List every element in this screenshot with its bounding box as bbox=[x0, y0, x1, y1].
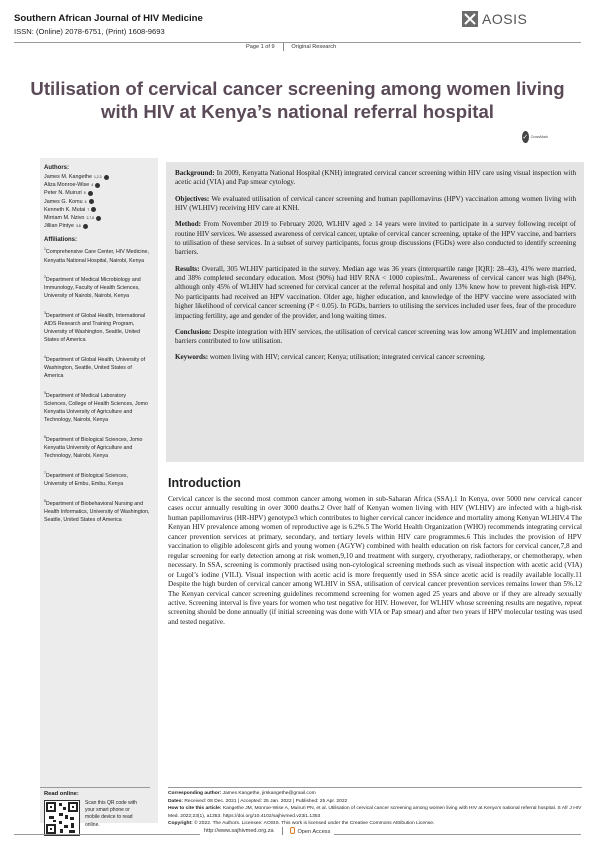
abstract-section-label: Objectives: bbox=[175, 194, 210, 203]
author-name: Mirriam M. Nzivo bbox=[44, 215, 85, 222]
author-affiliation-ref: 1,2,3 bbox=[93, 175, 102, 179]
abstract-section-text: From November 2019 to February 2020, WLHIV aged ≥ 14 years were invited to participate in a survey following receipt of routine HIV services. We assessed awareness of cervical cancer, uptake of cervical cancer screening, uptake of the HPV vaccine, and barriers to utilisation of these services. In a subset of survey participants, focus group discussions (FGDs) were also conducted to identify screening barriers. bbox=[175, 220, 576, 257]
abstract-section bbox=[175, 353, 576, 362]
author-entry[interactable] bbox=[44, 173, 150, 181]
article-section: Original Research bbox=[291, 44, 337, 50]
affiliation-number: 8 bbox=[44, 498, 46, 503]
sidebar bbox=[40, 158, 158, 828]
page-info bbox=[246, 43, 336, 51]
qr-code-icon[interactable] bbox=[44, 800, 80, 836]
abstract-section-label: Conclusion: bbox=[175, 327, 212, 336]
affiliation-number: 2 bbox=[44, 275, 46, 280]
abstract-section bbox=[175, 265, 576, 321]
affiliation-number: 7 bbox=[44, 470, 46, 475]
orcid-icon[interactable] bbox=[83, 224, 88, 229]
introduction-body: Cervical cancer is the second most common cancer among women in sub-Saharan Africa (SSA).1 In Kenya, over 5000 new cervical cancer cases occur annually resulting in over 3000 deaths.2 Over half of Kenyan women living with HIV (WLHIV) are infected with a high-risk human papillomavirus (HR-HPV) genotype3 which contributes to higher cervical cancer incidence and mortality among Kenyan WLHIV.4 The Kenyan HIV prevalence among women of reproductive age is 6.2%.5 The World Health Organization (WHO) recommends integrating cervical cancer prevention services at primary, secondary, and tertiary levels within HIV care programmes.6 This includes the provision of HPV vaccination to eligible adolescent girls and young women (AGYW) combined with health education on risk factors for cervical cancer,7,8 and regular screening for early detection among at risk women,9,10 and treatment with surgery, cryotherapy, radiotherapy, or chemotherapy, when necessary. In SSA, screening is commonly practised using non-cytological screening methods such as visual inspection with acetic acid (VIA) or Lugol’s iodine (VILI). Visual inspection with acetic acid is more frequently used in SSA since acetic acid is readily available locally.11 Despite the high burden of cervical cancer among WLHIV in SSA, utilisation of cervical cancer prevention services remains lower than 5%.12 The Kenyan cervical cancer screening guidelines recommend screening for women aged 25 years and above or if they are already sexually active. Screening interval is five years for women who test negative for HIV. However, for WLHIV whose screening results are negative, repeat screening should be done annually (if initial screening was done with VIA or Pap smear) and after two years if HPV molecular testing was used and tested negative. bbox=[168, 495, 582, 626]
author-name: Peter N. Muiruri bbox=[44, 190, 82, 197]
orcid-icon[interactable] bbox=[95, 183, 100, 188]
orcid-icon[interactable] bbox=[89, 199, 94, 204]
orcid-icon[interactable] bbox=[91, 207, 96, 212]
author-name: Kenneth K. Mutai bbox=[44, 206, 86, 213]
author-affiliation-ref: 5 bbox=[83, 191, 86, 196]
orcid-icon[interactable] bbox=[88, 191, 93, 196]
authors-heading: Authors: bbox=[44, 165, 69, 171]
citation: How to cite this article: Kangethe JM, Monroe-Wise A, Muiruri PN, et al. Utilisation of cervical cancer screening among women living with HIV at Kenya’s national referral hospital. S Afr J HIV Med. 2022;23(1), a1353. https://doi.org/10.4102/sajhivmed.v23i1.1353 bbox=[168, 806, 582, 819]
author-affiliation-ref: 7 bbox=[87, 207, 90, 212]
affiliation-number: 5 bbox=[44, 390, 46, 395]
author-affiliation-ref: 2,7,8 bbox=[86, 216, 94, 221]
footer bbox=[200, 827, 334, 835]
affiliation-list bbox=[44, 245, 150, 523]
author-entry[interactable] bbox=[44, 214, 150, 222]
read-online-instructions: Scan this QR code with your smart phone or mobile device to read online. bbox=[85, 800, 137, 828]
article-meta bbox=[168, 787, 582, 828]
author-entry[interactable] bbox=[44, 198, 150, 206]
crossmark-label: CrossMark bbox=[530, 135, 548, 139]
abstract-section bbox=[175, 169, 576, 188]
publisher-logo[interactable] bbox=[462, 11, 527, 27]
affiliation-text: Comprehensive Care Center, HIV Medicine, Kenyatta National Hospital, Nairobi, Kenya bbox=[44, 249, 149, 264]
orcid-icon[interactable] bbox=[96, 216, 101, 221]
author-list bbox=[44, 173, 150, 230]
affiliation-text: Department of Global Health, University of Washington, Seattle, United States of America bbox=[44, 357, 146, 380]
affiliation-text: Department of Medical Microbiology and Immunology, Faculty of Health Sciences, University of Nairobi, Nairobi, Kenya bbox=[44, 277, 141, 300]
affiliation-entry bbox=[44, 469, 150, 488]
publisher-name: AOSIS bbox=[482, 11, 528, 27]
journal-url-link[interactable]: http://www.sajhivmed.org.za bbox=[204, 828, 274, 834]
affiliation-entry bbox=[44, 497, 150, 524]
abstract-section-text: Despite integration with HIV services, the utilisation of cervical cancer screening was low among WLHIV and implementation barriers contributed to low utilisation. bbox=[175, 327, 576, 346]
abstract-section-label: Results: bbox=[175, 264, 200, 273]
footer-divider bbox=[282, 827, 283, 835]
affiliation-text: Department of Biological Sciences, Jomo Kenyatta University of Agriculture and Technology, Nairobi, Kenya bbox=[44, 436, 143, 460]
abstract-section-text: We evaluated utilisation of cervical cancer screening and human papillomavirus (HPV) vaccination among women living with HIV (WLHIV) receiving HIV care at KNH. bbox=[175, 194, 576, 213]
page-info-divider bbox=[283, 43, 284, 51]
author-affiliation-ref: 6 bbox=[84, 199, 87, 204]
aosis-logo-icon bbox=[462, 11, 478, 27]
open-access-label: Open Access bbox=[290, 827, 330, 835]
crossmark-badge[interactable] bbox=[522, 126, 548, 148]
affiliation-text: Department of Global Health, International AIDS Research and Training Program, University of Washington, Seattle, United States of America bbox=[44, 313, 146, 344]
affiliation-entry bbox=[44, 245, 150, 264]
author-name: James M. Kangethe bbox=[44, 174, 92, 180]
author-entry[interactable] bbox=[44, 206, 150, 214]
author-affiliation-ref: 3,8 bbox=[75, 224, 81, 229]
abstract-section-text: Overall, 305 WLHIV participated in the survey. Median age was 36 years (interquartile range [IQR]: 28–43), 41% were married, and 38% completed secondary education. Most (90%) had HIV RNA < 1000 copies/mL. Awareness of cervical cancer was high (84%), although only 45% of WLHIV had screened for cervical cancer at the referral hospital and only 13% knew how to prevent high-risk HPV. No participants had received an HPV vaccination. Older age, higher education, and knowledge of the HPV vaccine were associated with higher likelihood of cervical cancer screening (P < 0.05). In FGDs, barriers to utilising the services included user fees, fear of the procedure impacting fertility, age and gender of the provider, and long waiting times. bbox=[175, 264, 576, 320]
abstract-section-text: In 2009, Kenyatta National Hospital (KNH) integrated cervical cancer screening within HIV care using visual inspection with acetic acid (VIA) and Pap smear cytology. bbox=[175, 169, 576, 187]
corresponding-author: Corresponding author: James Kangethe, jimkangethe@gmail.com bbox=[168, 791, 316, 796]
read-online-panel bbox=[40, 787, 150, 836]
affiliation-number: 1 bbox=[44, 247, 46, 252]
introduction-heading: Introduction bbox=[168, 476, 241, 490]
abstract-section-text: women living with HIV; cervical cancer; Kenya; utilisation; integrated cervical cancer screening. bbox=[209, 353, 486, 362]
abstract-section bbox=[175, 328, 576, 347]
affiliation-entry bbox=[44, 433, 150, 460]
abstract-section bbox=[175, 195, 576, 214]
affiliation-number: 3 bbox=[44, 311, 46, 316]
affiliation-number: 4 bbox=[44, 355, 46, 360]
author-name: James G. Komu bbox=[44, 198, 83, 205]
open-access-icon bbox=[290, 827, 295, 834]
affiliation-entry bbox=[44, 353, 150, 380]
issn-line: ISSN: (Online) 2078-6751, (Print) 1608-9693 bbox=[14, 27, 165, 36]
abstract-section-label: Method: bbox=[175, 220, 202, 229]
read-online-heading: Read online: bbox=[44, 791, 79, 797]
copyright: Copyright: © 2022. The Authors. Licensee: AOSIS. This work is licensed under the Creative Commons Attribution License. bbox=[168, 821, 435, 827]
article-dates: Dates: Received: 08 Dec. 2021 | Accepted: 25 Jan. 2022 | Published: 25 Apr. 2022 bbox=[168, 798, 348, 804]
affiliation-text: Department of Biobehavioral Nursing and Health Informatics, University of Washington, Seattle, United States of America bbox=[44, 500, 150, 523]
abstract-section bbox=[175, 220, 576, 258]
affiliation-text: Department of Medical Laboratory Sciences, College of Health Sciences, Jomo Kenyatta University of Agriculture and Technology, Nairobi, Kenya bbox=[44, 392, 148, 424]
affiliations-heading: Affiliations: bbox=[44, 237, 77, 244]
affiliation-text: Department of Biological Sciences, University of Embu, Embu, Kenya bbox=[44, 472, 129, 487]
orcid-icon[interactable] bbox=[104, 175, 109, 180]
author-affiliation-ref: 4 bbox=[91, 183, 94, 188]
author-entry[interactable] bbox=[44, 189, 150, 197]
author-name: Jillian Pintye bbox=[44, 223, 74, 230]
author-entry[interactable] bbox=[44, 222, 150, 230]
affiliation-number: 6 bbox=[44, 434, 46, 439]
author-entry[interactable] bbox=[44, 181, 150, 189]
abstract-box bbox=[166, 162, 584, 462]
journal-title: Southern African Journal of HIV Medicine bbox=[14, 13, 203, 24]
affiliation-entry bbox=[44, 389, 150, 424]
affiliation-entry bbox=[44, 309, 150, 344]
abstract-section-label: Background: bbox=[175, 169, 215, 177]
page-number: Page 1 of 9 bbox=[246, 44, 275, 50]
affiliation-entry bbox=[44, 273, 150, 300]
abstract-section-label: Keywords: bbox=[175, 353, 209, 362]
author-name: Aliza Monroe-Wise bbox=[44, 182, 90, 189]
article-title: Utilisation of cervical cancer screening among women living with HIV at Kenya’s national referral hospital bbox=[30, 78, 565, 122]
crossmark-icon: ✓ bbox=[522, 131, 529, 143]
